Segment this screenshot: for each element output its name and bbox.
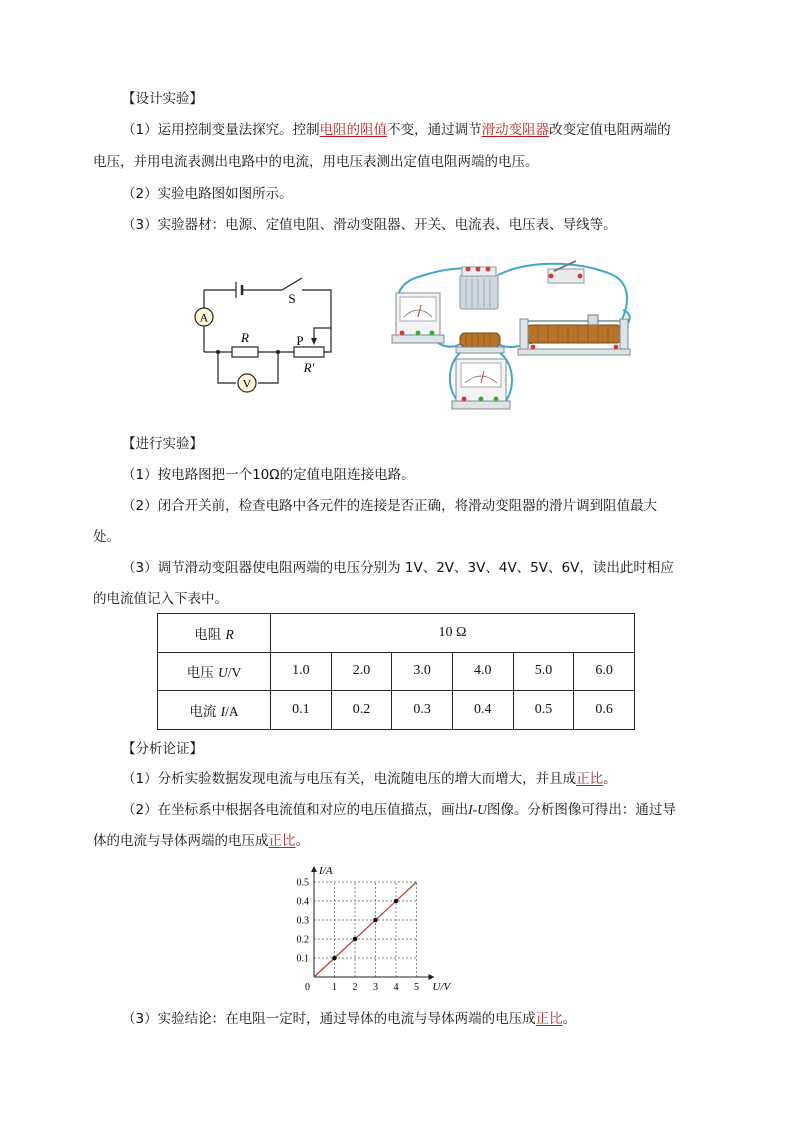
design-paragraph-3: （3）实验器材：电源、定值电阻、滑动变阻器、开关、电流表、电压表、导线等。: [122, 217, 617, 233]
text-span: 。: [295, 833, 309, 849]
x-tick-label: 3: [373, 982, 378, 993]
text-span: 体的电流与导体两端的电压成: [93, 833, 269, 849]
cell-symbol: R: [225, 626, 234, 642]
answer-resistance-value: 电阻的阻值: [319, 122, 388, 138]
table-row-voltage: [158, 652, 635, 691]
answer-rheostat: 滑动变阻器: [481, 122, 550, 138]
text-span: （1）运用控制变量法探究。控制: [122, 122, 320, 138]
design-paragraph-2: （2）实验电路图如图所示。: [122, 186, 293, 202]
table-header-resistance: [158, 614, 271, 653]
x-tick-label: 5: [414, 982, 419, 993]
procedure-step-3: （3）调节滑动变阻器使电阻两端的电压分别为 1V、2V、3V、4V、5V、6V，读出此时相应: [122, 560, 674, 576]
resistor-label: R: [241, 330, 249, 345]
ammeter-label: A: [199, 310, 209, 325]
x-tick-label: 1: [332, 982, 337, 993]
procedure-step-2: （2）闭合开关前，检查电路中各元件的连接是否正确，将滑动变阻器的滑片调到阻值最大: [122, 498, 658, 514]
x-axis-label: U/V: [432, 981, 451, 993]
cell-text: 电阻: [194, 626, 226, 643]
text-span: 不变，通过调节: [387, 122, 482, 138]
origin-label: 0: [305, 982, 310, 993]
rheostat-label: R′: [303, 360, 315, 375]
procedure-step-2-line2: 处。: [93, 529, 120, 545]
table-cell: 0.4: [452, 691, 513, 730]
y-tick-label: 0.4: [296, 896, 309, 908]
table-cell: 0.6: [574, 691, 635, 730]
y-tick-label: 0.3: [296, 915, 309, 927]
table-row-resistance: [158, 614, 635, 653]
analysis-paragraph-2: [122, 801, 676, 819]
text-span: （1）分析实验数据发现电流与电压有关，电流随电压的增大而增大，并且成: [122, 771, 577, 787]
x-tick-label: 4: [393, 982, 399, 993]
slider-label: P: [296, 333, 304, 348]
x-axis-arrow: [429, 974, 435, 980]
answer-proportional: 正比: [535, 1011, 563, 1027]
apparatus-photo: [388, 255, 643, 420]
series-line: [314, 882, 417, 977]
table-row-current: [158, 691, 635, 730]
heading-design: 【设计实验】: [122, 91, 203, 107]
answer-proportional: 正比: [576, 771, 604, 787]
cell-symbol: U: [218, 665, 228, 681]
text-span: 。: [562, 1011, 577, 1027]
analysis-paragraph-1: [122, 770, 617, 788]
table-cell: 0.2: [331, 691, 392, 730]
cell-text: 电流: [189, 704, 221, 721]
text-span: （3）实验结论：在电阻一定时，通过导体的电流与导体两端的电压成: [122, 1011, 536, 1027]
data-table: [157, 613, 635, 730]
answer-proportional: 正比: [268, 833, 296, 849]
table-cell: 6.0: [574, 652, 635, 691]
table-cell: 1.0: [271, 652, 332, 691]
text-span: 。: [603, 771, 617, 787]
data-point: [394, 899, 399, 904]
y-tick-label: 0.5: [296, 877, 309, 889]
table-cell: 3.0: [392, 652, 453, 691]
cell-unit: /A: [225, 704, 239, 720]
switch-label: S: [288, 291, 296, 306]
cell-unit: /V: [227, 665, 242, 681]
table-header-current: [158, 691, 271, 730]
heading-procedure: 【进行实验】: [122, 436, 203, 452]
table-cell: 0.5: [513, 691, 574, 730]
analysis-conclusion: [122, 1010, 576, 1028]
table-cell-resistance-value: 10 Ω: [271, 614, 635, 653]
cell-text: 电压: [186, 665, 219, 682]
y-axis-arrow: [311, 866, 317, 872]
y-tick-label: 0.1: [296, 953, 309, 965]
text-span: 改变定值电阻两端的: [549, 122, 671, 138]
iu-chart: [286, 862, 451, 993]
procedure-step-3-line2: 的电流值记入下表中。: [93, 591, 228, 607]
data-point: [332, 956, 337, 961]
table-cell: 0.3: [392, 691, 453, 730]
data-point: [373, 918, 378, 923]
text-span: （2）在坐标系中根据各电流值和对应的电压值描点，画出: [122, 802, 469, 818]
design-paragraph-1-line2: 电压，并用电流表测出电路中的电流，用电压表测出定值电阻两端的电压。: [93, 154, 539, 170]
heading-analysis: 【分析论证】: [122, 741, 203, 757]
design-paragraph-1: [122, 121, 671, 139]
table-cell: 4.0: [452, 652, 513, 691]
analysis-paragraph-2-line2: [93, 832, 309, 850]
text-span: 图像。分析图像可得出：通过导: [486, 802, 676, 818]
data-point: [353, 937, 358, 942]
voltmeter-label: V: [242, 376, 252, 391]
table-cell: 0.1: [271, 691, 332, 730]
table-cell: 2.0: [331, 652, 392, 691]
circuit-diagram: [190, 268, 350, 391]
table-header-voltage: [158, 652, 271, 691]
iu-symbol: I-U: [468, 802, 487, 817]
y-tick-label: 0.2: [296, 934, 309, 946]
x-tick-label: 2: [352, 982, 358, 993]
y-axis-label: I/A: [319, 865, 333, 877]
procedure-step-1: （1）按电路图把一个10Ω的定值电阻连接电路。: [122, 467, 415, 483]
cell-symbol: I: [220, 704, 226, 720]
table-cell: 5.0: [513, 652, 574, 691]
